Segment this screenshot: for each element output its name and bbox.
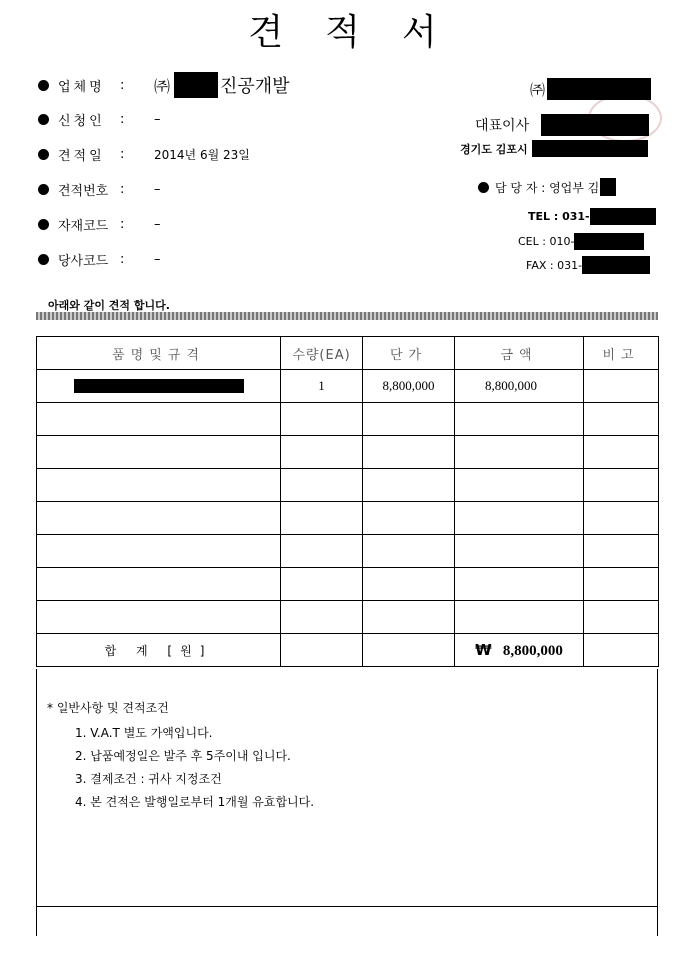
terms-section — [36, 669, 658, 906]
document-title: 견적서 — [248, 12, 479, 53]
redacted-block — [174, 72, 218, 98]
supplier-company-prefix: ㈜ — [530, 80, 546, 99]
colon: : — [120, 77, 125, 93]
company-field — [38, 72, 290, 98]
won-symbol: ₩ — [475, 640, 492, 659]
ceo-line — [475, 114, 649, 136]
fax-line — [526, 256, 650, 274]
our-code-value: – — [154, 252, 161, 267]
requester-field — [38, 110, 161, 129]
table-row — [37, 568, 659, 601]
header-item: 품명및규격 — [37, 337, 281, 370]
redacted-block — [74, 379, 244, 393]
amount-cell: 8,800,000 — [455, 370, 584, 403]
total-row — [37, 634, 659, 667]
requester-label: 신청인 — [58, 114, 105, 129]
table-row — [37, 502, 659, 535]
terms-heading: * 일반사항 및 견적조건 — [47, 701, 169, 715]
material-code-label: 자재코드 — [58, 219, 109, 234]
cel-label: CEL : 010- — [518, 235, 575, 248]
redacted-block — [547, 78, 651, 100]
table-row — [37, 469, 659, 502]
tel-label: TEL : 031- — [528, 210, 590, 223]
qty-cell: 1 — [281, 370, 363, 403]
footer-row — [36, 906, 658, 936]
company-prefix: ㈜ — [154, 76, 171, 96]
colon: : — [120, 182, 125, 197]
ceo-label: 대표이사 — [475, 118, 530, 134]
material-code-value: – — [154, 217, 161, 232]
colon: : — [120, 112, 125, 127]
colon: : — [120, 252, 125, 267]
bullet-icon — [38, 184, 49, 195]
address-prefix: 경기도 김포시 — [460, 142, 528, 156]
terms-item: 4. 본 견적은 발행일로부터 1개월 유효합니다. — [75, 795, 315, 809]
redacted-block — [590, 208, 656, 225]
bullet-icon — [38, 219, 49, 230]
header-qty: 수량(EA) — [281, 337, 363, 370]
redacted-block — [600, 178, 616, 196]
manager-line — [478, 178, 616, 196]
terms-item: 1. V.A.T 별도 가액입니다. — [75, 726, 213, 740]
address-line — [460, 140, 648, 157]
fax-label: FAX : 031- — [526, 258, 583, 272]
note-cell — [584, 370, 659, 403]
header-amount: 금액 — [455, 337, 584, 370]
total-amount-cell — [455, 634, 584, 667]
bullet-icon — [38, 149, 49, 160]
quote-number-field — [38, 180, 161, 199]
our-code-label: 당사코드 — [58, 254, 109, 269]
colon: : — [120, 147, 125, 162]
unit-price-cell: 8,800,000 — [363, 370, 455, 403]
bullet-icon — [38, 254, 49, 265]
manager-label: 담 당 자 : 영업부 김 — [495, 180, 600, 195]
terms-item: 2. 납품예정일은 발주 후 5주이내 입니다. — [75, 749, 291, 763]
table-row — [37, 370, 659, 403]
requester-value: – — [154, 112, 161, 127]
tel-line — [528, 208, 656, 225]
total-label: 합 계 [원] — [37, 634, 281, 667]
our-code-field — [38, 250, 161, 269]
table-header-row — [37, 337, 659, 370]
bullet-icon — [478, 182, 489, 193]
redacted-block — [582, 256, 650, 274]
redacted-block — [532, 140, 648, 157]
quote-number-value: – — [154, 182, 161, 197]
company-suffix: 진공개발 — [220, 76, 290, 97]
hatched-divider — [36, 312, 658, 320]
table-row — [37, 535, 659, 568]
table-row — [37, 403, 659, 436]
total-value: 8,800,000 — [502, 642, 563, 659]
quote-table — [36, 336, 659, 667]
header-note: 비고 — [584, 337, 659, 370]
company-label: 업체명 — [58, 79, 105, 95]
table-row — [37, 436, 659, 469]
redacted-block — [541, 114, 649, 136]
header-unit-price: 단가 — [363, 337, 455, 370]
terms-item: 3. 결제조건 : 귀사 지정조건 — [75, 772, 222, 786]
redacted-block — [574, 233, 644, 250]
bullet-icon — [38, 114, 49, 125]
cel-line — [518, 233, 644, 250]
supplier-company — [530, 78, 651, 100]
table-row — [37, 601, 659, 634]
bullet-icon — [38, 80, 49, 91]
material-code-field — [38, 215, 161, 234]
date-value: 2014년 6월 23일 — [154, 148, 250, 162]
colon: : — [120, 217, 125, 232]
date-field — [38, 145, 250, 164]
date-label: 견적일 — [58, 149, 105, 164]
quote-number-label: 견적번호 — [58, 184, 109, 199]
item-cell — [37, 370, 281, 403]
intro-text: 아래와 같이 견적 합니다. — [48, 299, 170, 312]
